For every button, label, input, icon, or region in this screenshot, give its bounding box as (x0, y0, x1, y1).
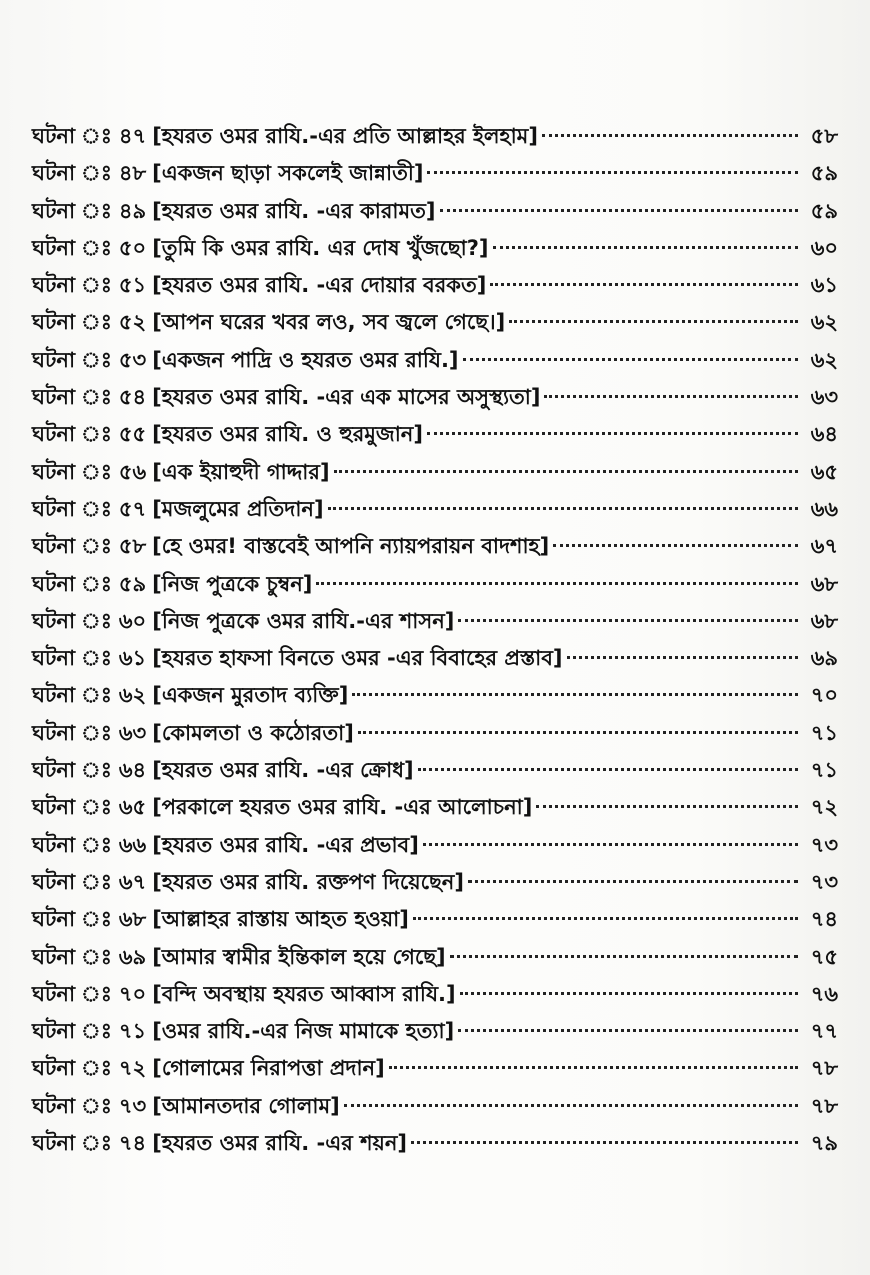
entry-number: ৬০ (118, 608, 147, 633)
toc-entry (32, 827, 838, 864)
entry-page-number: ৭৫ (810, 944, 838, 969)
toc-entry (32, 454, 838, 491)
dot-leader (463, 358, 798, 361)
entry-title: [একজন ছাড়া সকলেই জান্নাতী] (152, 161, 424, 186)
entry-number: ৫৮ (118, 534, 147, 559)
entry-page-number: ৭৬ (810, 981, 838, 1006)
entry-number: ৫৫ (118, 422, 147, 447)
toc-entry (32, 230, 838, 267)
entry-separator: ঃ (81, 869, 112, 894)
entry-separator: ঃ (81, 1131, 112, 1156)
entry-separator: ঃ (81, 944, 112, 969)
toc-entry (32, 118, 838, 155)
entry-label: ঘটনা (32, 1093, 76, 1118)
dot-leader (334, 470, 798, 473)
entry-label: ঘটনা (32, 124, 76, 148)
dot-leader (490, 283, 798, 286)
toc-entry (32, 1088, 838, 1125)
entry-number: ৪৯ (118, 198, 147, 223)
entry-page-number: ৬২ (810, 347, 838, 372)
dot-leader (413, 917, 798, 920)
entry-page-number: ৬৩ (810, 385, 838, 410)
entry-label: ঘটনা (32, 646, 76, 671)
entry-page-number: ৬২ (810, 310, 838, 335)
entry-title: [হযরত ওমর রাযি. -এর ক্রোধ] (152, 758, 414, 783)
toc-entry (32, 1013, 838, 1050)
dot-leader (553, 544, 798, 547)
entry-separator: ঃ (81, 571, 112, 596)
entry-number: ৭৪ (118, 1131, 147, 1156)
entry-page-number: ৬৮ (810, 608, 838, 633)
entry-page-number: ৭৮ (810, 1056, 838, 1081)
entry-separator: ঃ (81, 907, 112, 932)
dot-leader (427, 432, 798, 435)
entry-title: [পরকালে হযরত ওমর রাযি. -এর আলোচনা] (152, 795, 533, 820)
entry-page-number: ৬৭ (810, 534, 838, 559)
entry-number: ৫০ (118, 235, 147, 260)
entry-label: ঘটনা (32, 310, 76, 335)
entry-title: [নিজ পুত্রকে ওমর রাযি.-এর শাসন] (152, 608, 455, 633)
entry-page-number: ৭০ (810, 683, 838, 708)
entry-separator: ঃ (81, 459, 112, 484)
toc-entry (32, 566, 838, 603)
entry-page-number: ৭৩ (810, 832, 838, 857)
entry-title: [ওমর রাযি.-এর নিজ মামাকে হত্যা] (152, 1019, 455, 1044)
entry-page-number: ৬৬ (810, 496, 838, 521)
dot-leader (450, 955, 798, 958)
toc-entry (32, 1050, 838, 1087)
entry-title: [এক ইয়াহুদী গাদ্দার] (152, 459, 330, 484)
toc-entry (32, 1125, 838, 1162)
entry-title: [তুমি কি ওমর রাযি. এর দোষ খুঁজছো?] (152, 235, 489, 260)
entry-number: ৪৮ (118, 161, 147, 186)
entry-title: [হযরত ওমর রাযি. -এর এক মাসের অসুস্থ্যতা] (152, 385, 541, 410)
entry-label: ঘটনা (32, 161, 76, 186)
entry-page-number: ৫৯ (810, 198, 838, 223)
entry-separator: ঃ (81, 310, 112, 335)
entry-number: ৬১ (118, 646, 147, 671)
entry-number: ৭১ (118, 1019, 147, 1044)
table-of-contents (32, 118, 838, 1162)
toc-entry (32, 155, 838, 192)
entry-separator: ঃ (81, 795, 112, 820)
entry-number: ৭৩ (118, 1093, 147, 1118)
entry-title: [বন্দি অবস্থায় হযরত আব্বাস রাযি.] (152, 981, 456, 1006)
toc-entry (32, 864, 838, 901)
entry-label: ঘটনা (32, 422, 76, 447)
entry-page-number: ৭৮ (810, 1093, 838, 1118)
dot-leader (316, 582, 798, 585)
entry-number: ৫২ (118, 310, 147, 335)
toc-entry (32, 640, 838, 677)
entry-separator: ঃ (81, 1019, 112, 1044)
toc-entry (32, 715, 838, 752)
entry-separator: ঃ (81, 758, 112, 783)
entry-number: ৫১ (118, 273, 147, 298)
entry-separator: ঃ (81, 161, 112, 186)
dot-leader (352, 693, 798, 696)
entry-separator: ঃ (81, 124, 112, 148)
entry-number: ৬৮ (118, 907, 147, 932)
entry-label: ঘটনা (32, 758, 76, 783)
entry-title: [হে ওমর! বাস্তবেই আপনি ন্যায়পরায়ন বাদশাহ] (152, 534, 550, 559)
entry-number: ৫৯ (118, 571, 147, 596)
entry-number: ৬৫ (118, 795, 147, 820)
entry-number: ৪৭ (118, 124, 147, 148)
entry-separator: ঃ (81, 981, 112, 1006)
entry-page-number: ৬৪ (810, 422, 838, 447)
entry-title: [একজন মুরতাদ ব্যক্তি] (152, 683, 349, 708)
entry-page-number: ৭৭ (810, 1019, 838, 1044)
entry-title: [হযরত ওমর রাযি. -এর শয়ন] (152, 1131, 408, 1156)
entry-separator: ঃ (81, 347, 112, 372)
entry-title: [আমার স্বামীর ইন্তিকাল হয়ে গেছে] (152, 944, 446, 969)
entry-separator: ঃ (81, 198, 112, 223)
entry-separator: ঃ (81, 646, 112, 671)
entry-label: ঘটনা (32, 235, 76, 260)
entry-separator: ঃ (81, 832, 112, 857)
entry-title: [হযরত ওমর রাযি.-এর প্রতি আল্লাহর ইলহাম] (152, 124, 538, 148)
entry-label: ঘটনা (32, 981, 76, 1006)
dot-leader (358, 731, 798, 734)
entry-separator: ঃ (81, 608, 112, 633)
entry-label: ঘটনা (32, 1056, 76, 1081)
entry-number: ৬৪ (118, 758, 147, 783)
entry-page-number: ৭১ (810, 720, 838, 745)
entry-page-number: ৬১ (810, 273, 838, 298)
entry-separator: ঃ (81, 1093, 112, 1118)
entry-label: ঘটনা (32, 683, 76, 708)
toc-entry (32, 416, 838, 453)
entry-title: [মজলুমের প্রতিদান] (152, 496, 324, 521)
entry-number: ৫৪ (118, 385, 147, 410)
entry-label: ঘটনা (32, 832, 76, 857)
entry-label: ঘটনা (32, 496, 76, 521)
entry-page-number: ৫৮ (810, 124, 838, 148)
entry-page-number: ৭১ (810, 758, 838, 783)
entry-number: ৬৩ (118, 720, 147, 745)
dot-leader (542, 134, 798, 137)
entry-label: ঘটনা (32, 1019, 76, 1044)
entry-title: [আপন ঘরের খবর লও, সব জ্বলে গেছে।] (152, 310, 506, 335)
toc-entry (32, 939, 838, 976)
entry-number: ৬৯ (118, 944, 147, 969)
dot-leader (411, 1141, 798, 1144)
entry-separator: ঃ (81, 683, 112, 708)
dot-leader (328, 507, 798, 510)
entry-number: ৬৬ (118, 832, 147, 857)
entry-title: [হযরত ওমর রাযি. ও হুরমুজান] (152, 422, 423, 447)
entry-separator: ঃ (81, 273, 112, 298)
entry-number: ৫৩ (118, 347, 147, 372)
entry-title: [আমানতদার গোলাম] (152, 1093, 340, 1118)
entry-page-number: ৫৯ (810, 161, 838, 186)
toc-entry (32, 677, 838, 714)
entry-page-number: ৭২ (810, 795, 838, 820)
toc-entry (32, 976, 838, 1013)
entry-page-number: ৬৯ (810, 646, 838, 671)
entry-page-number: ৬৮ (810, 571, 838, 596)
dot-leader (544, 395, 798, 398)
dot-leader (567, 656, 798, 659)
entry-title: [হযরত হাফসা বিনতে ওমর -এর বিবাহের প্রস্তাব] (152, 646, 563, 671)
toc-entry (32, 528, 838, 565)
entry-label: ঘটনা (32, 571, 76, 596)
toc-entry (32, 193, 838, 230)
toc-entry (32, 901, 838, 938)
entry-number: ৬২ (118, 683, 147, 708)
entry-label: ঘটনা (32, 608, 76, 633)
entry-label: ঘটনা (32, 534, 76, 559)
dot-leader (418, 768, 798, 771)
entry-number: ৬৭ (118, 869, 147, 894)
entry-title: [হযরত ওমর রাযি. রক্তপণ দিয়েছেন] (152, 869, 464, 894)
entry-title: [নিজ পুত্রকে চুম্বন] (152, 571, 313, 596)
entry-number: ৫৭ (118, 496, 147, 521)
entry-number: ৫৬ (118, 459, 147, 484)
toc-entry (32, 267, 838, 304)
entry-number: ৭২ (118, 1056, 147, 1081)
entry-page-number: ৬৫ (810, 459, 838, 484)
entry-title: [হযরত ওমর রাযি. -এর কারামত] (152, 198, 436, 223)
entry-page-number: ৭৯ (810, 1131, 838, 1156)
toc-entry (32, 379, 838, 416)
entry-title: [হযরত ওমর রাযি. -এর দোয়ার বরকত] (152, 273, 487, 298)
toc-entry (32, 491, 838, 528)
dot-leader (423, 843, 798, 846)
dot-leader (460, 992, 798, 995)
toc-entry (32, 789, 838, 826)
entry-label: ঘটনা (32, 907, 76, 932)
entry-separator: ঃ (81, 534, 112, 559)
entry-page-number: ৭৩ (810, 869, 838, 894)
entry-label: ঘটনা (32, 385, 76, 410)
dot-leader (389, 1066, 798, 1069)
entry-label: ঘটনা (32, 1131, 76, 1156)
toc-entry (32, 603, 838, 640)
dot-leader (493, 246, 798, 249)
entry-title: [আল্লাহর রাস্তায় আহত হওয়া] (152, 907, 409, 932)
entry-label: ঘটনা (32, 720, 76, 745)
entry-number: ৭০ (118, 981, 147, 1006)
entry-label: ঘটনা (32, 459, 76, 484)
entry-separator: ঃ (81, 235, 112, 260)
entry-title: [হযরত ওমর রাযি. -এর প্রভাব] (152, 832, 419, 857)
entry-separator: ঃ (81, 422, 112, 447)
entry-title: [গোলামের নিরাপত্তা প্রদান] (152, 1056, 385, 1081)
entry-title: [একজন পাদ্রি ও হযরত ওমর রাযি.] (152, 347, 459, 372)
entry-label: ঘটনা (32, 347, 76, 372)
dot-leader (458, 1029, 798, 1032)
dot-leader (344, 1104, 798, 1107)
entry-label: ঘটনা (32, 795, 76, 820)
entry-label: ঘটনা (32, 869, 76, 894)
entry-label: ঘটনা (32, 273, 76, 298)
toc-entry (32, 752, 838, 789)
dot-leader (509, 320, 798, 323)
dot-leader (536, 805, 798, 808)
entry-label: ঘটনা (32, 198, 76, 223)
entry-label: ঘটনা (32, 944, 76, 969)
dot-leader (440, 209, 798, 212)
dot-leader (468, 880, 798, 883)
dot-leader (427, 171, 798, 174)
entry-separator: ঃ (81, 385, 112, 410)
entry-separator: ঃ (81, 1056, 112, 1081)
entry-separator: ঃ (81, 496, 112, 521)
dot-leader (458, 619, 798, 622)
entry-page-number: ৬০ (810, 235, 838, 260)
entry-page-number: ৭৪ (810, 907, 838, 932)
entry-title: [কোমলতা ও কঠোরতা] (152, 720, 354, 745)
toc-entry (32, 304, 838, 341)
entry-separator: ঃ (81, 720, 112, 745)
toc-entry (32, 342, 838, 379)
